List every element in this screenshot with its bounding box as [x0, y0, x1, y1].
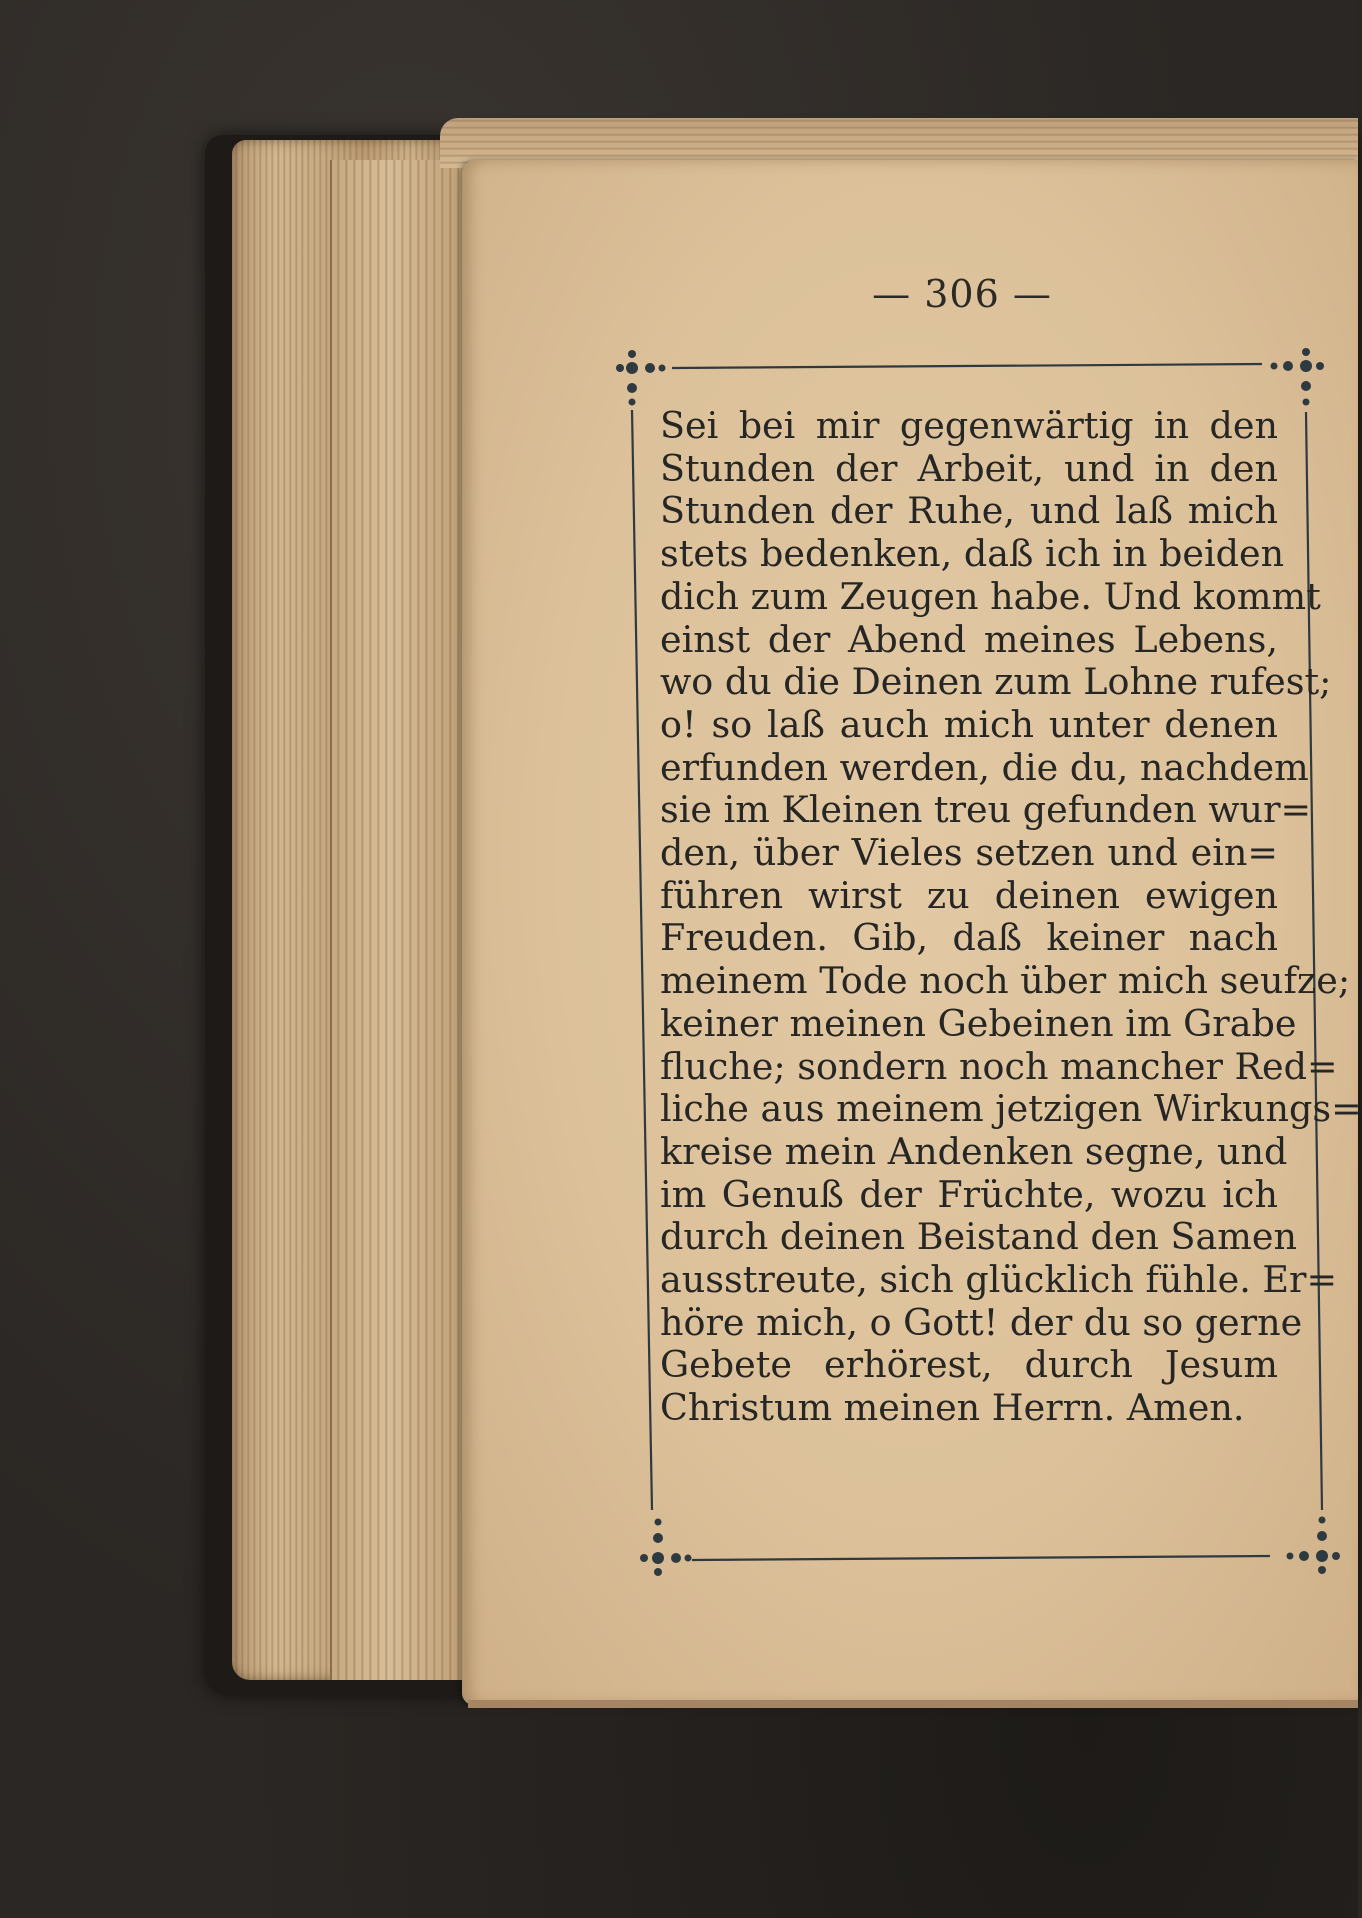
text-line: im Genuß der Früchte, wozu ich — [660, 1172, 1278, 1216]
text-line: Christum meinen Herrn. Amen. — [660, 1386, 1245, 1430]
text-line: liche aus meinem jetzigen Wirkungs= — [660, 1087, 1362, 1131]
text-line: führen wirst zu deinen ewigen — [660, 873, 1278, 917]
text-line: fluche; sondern noch mancher Red= — [660, 1044, 1338, 1088]
text-line: wo du die Deinen zum Lohne rufest; — [660, 660, 1332, 704]
text-line: erfunden werden, die du, nachdem — [660, 745, 1309, 789]
text-line: Freuden. Gib, daß keiner nach — [660, 916, 1278, 960]
text-line: ausstreute, sich glücklich fühle. Er= — [660, 1258, 1338, 1302]
text-line: höre mich, o Gott! der du so gerne — [660, 1300, 1303, 1344]
text-line: Gebete erhörest, durch Jesum — [660, 1343, 1278, 1387]
page-edges-inner — [330, 160, 472, 1680]
text-line: sie im Kleinen treu gefunden wur= — [660, 788, 1312, 832]
text-line: meinem Tode noch über mich seufze; — [660, 959, 1351, 1003]
text-line: stets bedenken, daß ich in beiden — [660, 532, 1285, 576]
text-line: den, über Vieles setzen und ein= — [660, 831, 1278, 875]
text-line: durch deinen Beistand den Samen — [660, 1215, 1298, 1259]
text-line: dich zum Zeugen habe. Und kommt — [660, 574, 1321, 618]
text-line: kreise mein Andenken segne, und — [660, 1129, 1288, 1173]
prayer-text — [660, 404, 1362, 1430]
text-line: Stunden der Ruhe, und laß mich — [660, 489, 1278, 533]
page-number: — 306 — — [872, 272, 1052, 316]
page-edges-bottom — [468, 1700, 1358, 1708]
text-line: Stunden der Arbeit, und in den — [660, 446, 1278, 490]
text-line: Sei bei mir gegenwärtig in den — [660, 404, 1278, 447]
text-line: einst der Abend meines Lebens, — [660, 617, 1278, 661]
text-line: keiner meinen Gebeinen im Grabe — [660, 1001, 1297, 1045]
text-line: o! so laß auch mich unter denen — [660, 702, 1278, 746]
